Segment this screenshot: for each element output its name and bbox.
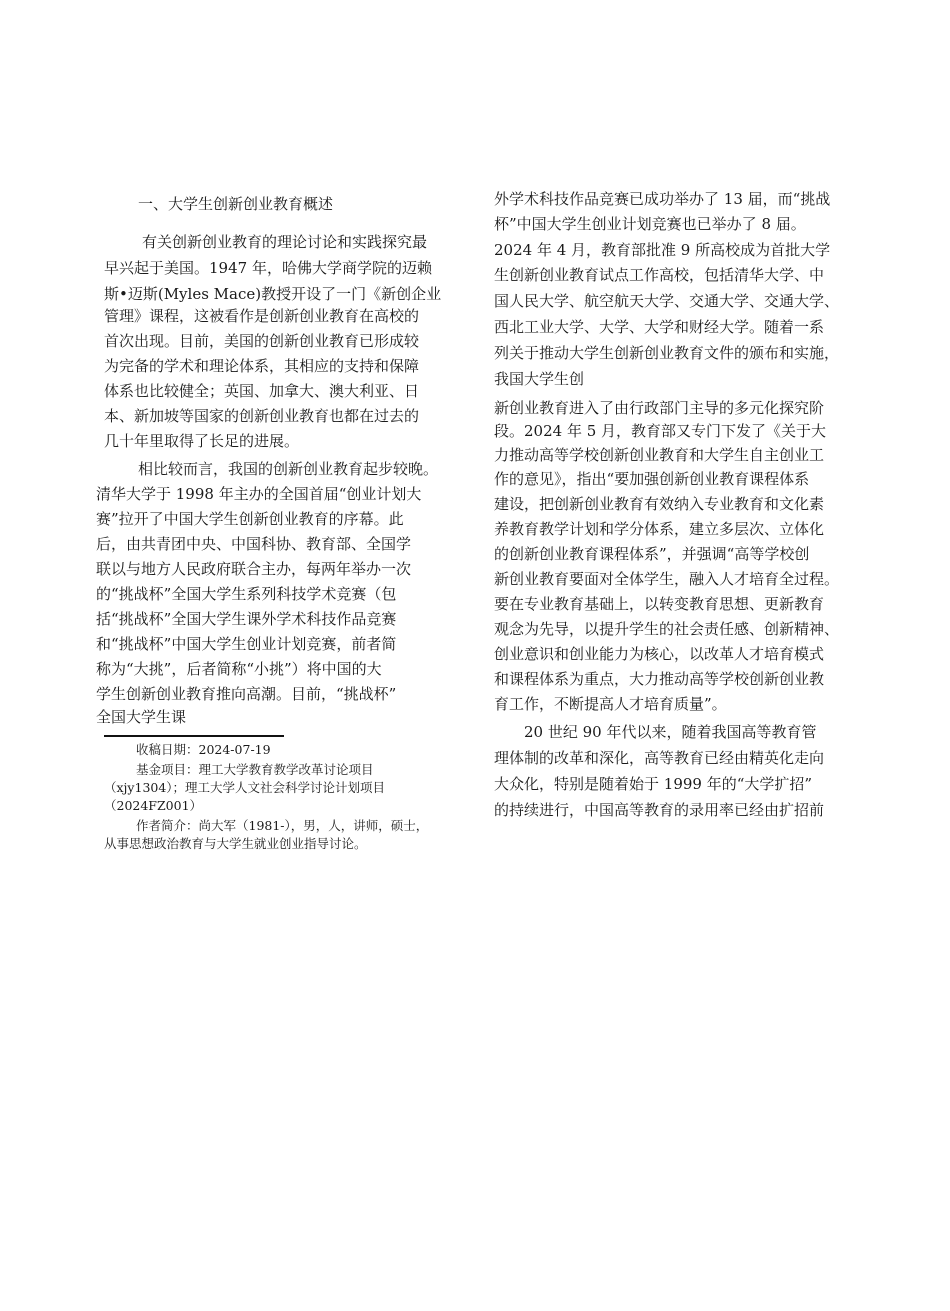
footnote-fund-cont: （2024FZ001） (104, 798, 203, 813)
para2-line: 学生创新创业教育推向高潮。目前，“挑战杯” (96, 685, 397, 703)
para2-line: 观念为先导，以提升学生的社会责任感、创新精神、 (494, 620, 840, 638)
para2-line: 和课程体系为重点，大力推动高等学校创新创业教 (494, 670, 825, 688)
para2-line: 称为“大挑”，后者简称“小挑”）将中国的大 (96, 660, 382, 678)
para1-line: 为完备的学术和理论体系，其相应的支持和保障 (104, 357, 420, 375)
para1-line: 斯•迈斯(Myles Mace)教授开设了一门《新创企业 (104, 285, 442, 303)
section-heading: 一、大学生创新创业教育概述 (138, 195, 334, 213)
para2-line: 括“挑战杯”全国大学生课外学术科技作品竞赛 (96, 610, 397, 628)
para2-line: 清华大学于 1998 年主办的全国首届“创业计划大 (96, 485, 422, 503)
para1-line: 体系也比较健全；英国、加拿大、澳大利亚、日 (104, 382, 420, 400)
para1-line: 首次出现。目前，美国的创新创业教育已形成较 (104, 332, 420, 350)
para3-line: 20 世纪 90 年代以来，随着我国高等教育管 (524, 723, 817, 741)
para2-line: 新创业教育要面对全体学生，融入人才培育全过程。 (494, 570, 840, 588)
para2-line: 段。2024 年 5 月，教育部又专门下发了《关于大 (494, 422, 827, 440)
para1-line: 西北工业大学、大学、大学和财经大学。随着一系 (494, 318, 825, 336)
para2-line: 后，由共青团中央、中国科协、教育部、全国学 (96, 535, 412, 553)
para1-line: 我国大学生创 (494, 370, 585, 388)
para2-line: 联以与地方人民政府联合主办，每两年举办一次 (96, 560, 412, 578)
para1-line: 杯”中国大学生创业计划竞赛也已举办了 8 届。 (494, 215, 806, 233)
para2-line: 养教育教学计划和学分体系，建立多层次、立体化 (494, 520, 825, 538)
para1-line: 几十年里取得了长足的进展。 (104, 432, 300, 450)
para2-line: 建设，把创新创业教育有效纳入专业教育和文化素 (494, 495, 825, 513)
para3-line: 的持续进行，中国高等教育的录用率已经由扩招前 (494, 801, 825, 819)
para1-line: 有关创新创业教育的理论讨论和实践探究最 (142, 233, 428, 251)
para2-line: 全国大学生课 (96, 708, 187, 726)
footnote-fund: 基金项目：理工大学教育教学改革讨论项目 (136, 762, 374, 777)
para2-line: 力推动高等学校创新创业教育和大学生自主创业工 (494, 446, 825, 464)
para2-line: 育工作，不断提高人才培育质量”。 (494, 695, 727, 713)
para2-line: 和“挑战杯”中国大学生创业计划竞赛，前者简 (96, 635, 397, 653)
para2-line: 赛”拉开了中国大学生创新创业教育的序幕。此 (96, 510, 404, 528)
para2-line: 的创新创业教育课程体系”，并强调“高等学校创 (494, 545, 810, 563)
para1-line: 外学术科技作品竞赛已成功举办了 13 届，而“挑战 (494, 190, 831, 208)
para2-line: 相比较而言，我国的创新创业教育起步较晚。 (138, 460, 439, 478)
footnote-divider (104, 735, 284, 737)
para2-line: 作的意见》，指出“要加强创新创业教育课程体系 (494, 470, 810, 488)
para1-line: 2024 年 4 月，教育部批准 9 所高校成为首批大学 (494, 241, 831, 259)
para3-line: 理体制的改革和深化，高等教育已经由精英化走向 (494, 749, 825, 767)
para1-line: 列关于推动大学生创新创业教育文件的颁布和实施， (494, 344, 840, 362)
para1-line: 国人民大学、航空航天大学、交通大学、交通大学、 (494, 292, 840, 310)
para1-line: 管理》课程，这被看作是创新创业教育在高校的 (104, 307, 420, 325)
para2-line: 新创业教育进入了由行政部门主导的多元化探究阶 (494, 399, 825, 417)
para2-line: 创业意识和创业能力为核心，以改革人才培育模式 (494, 645, 825, 663)
footnote-author-cont: 从事思想政治教育与大学生就业创业指导讨论。 (104, 836, 367, 851)
para1-line: 本、新加坡等国家的创新创业教育也都在过去的 (104, 407, 420, 425)
para2-line: 的“挑战杯”全国大学生系列科技学术竞赛（包 (96, 585, 397, 603)
para1-line: 早兴起于美国。1947 年，哈佛大学商学院的迈赖 (104, 259, 432, 277)
footnote-received-date: 收稿日期：2024-07-19 (136, 742, 271, 757)
footnote-author: 作者简介：尚大军（1981-），男，人，讲师，硕士， (136, 818, 429, 833)
para2-line: 要在专业教育基础上，以转变教育思想、更新教育 (494, 595, 825, 613)
footnote-fund-cont: （xjy1304）；理工大学人文社会科学讨论计划项目 (104, 780, 386, 795)
para3-line: 大众化，特别是随着始于 1999 年的“大学扩招” (494, 775, 813, 793)
para1-line: 生创新创业教育试点工作高校，包括清华大学、中 (494, 266, 825, 284)
